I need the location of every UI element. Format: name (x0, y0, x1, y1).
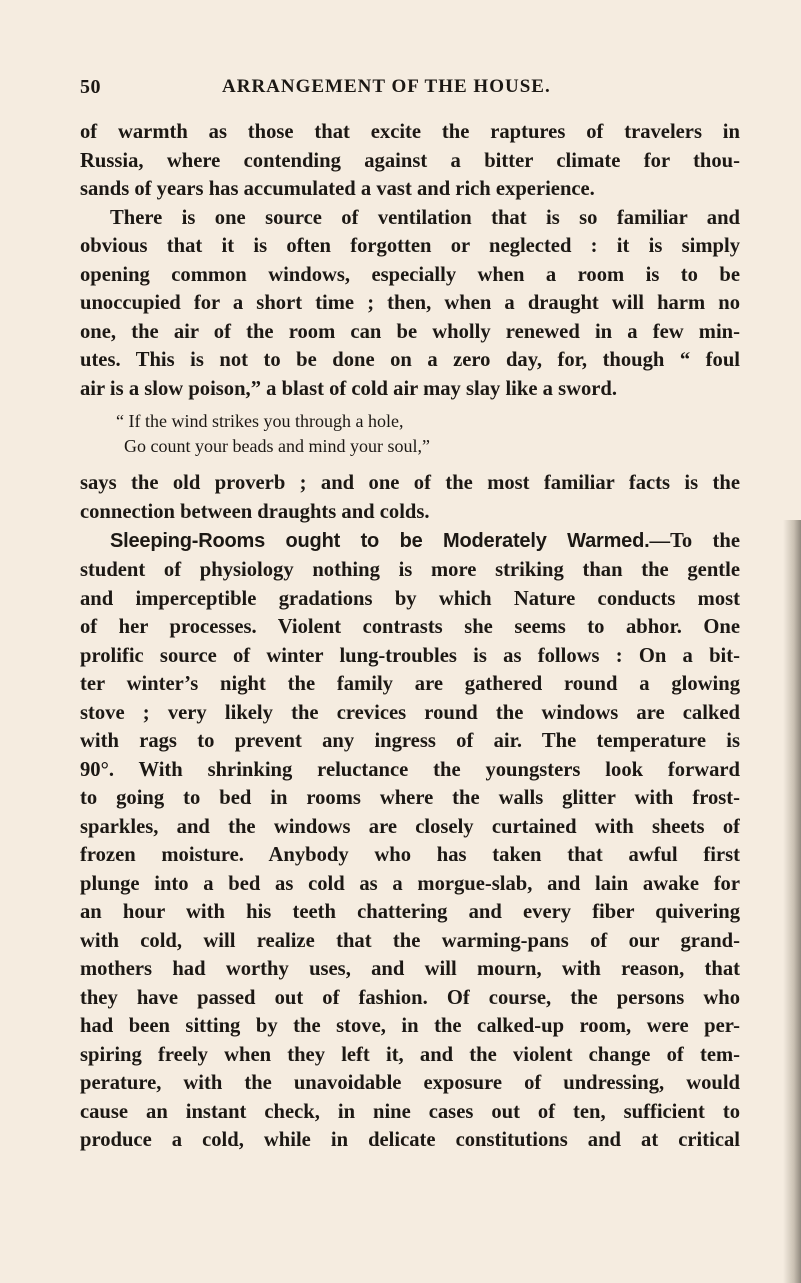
section-heading-tail: —To the (649, 530, 740, 552)
proverb-verse (80, 403, 740, 469)
text-line: spiring freely when they left it, and the violent change of tem- (80, 1043, 740, 1066)
text-line: plunge into a bed as cold as a morgue-slab, and lain awake for (80, 872, 740, 895)
text-line: obvious that it is often forgotten or neglected : it is simply (80, 235, 740, 257)
text-line: stove ; very likely the crevices round the windows are calked (80, 701, 740, 724)
page-header (80, 76, 740, 102)
text-line: perature, with the unavoidable exposure of undressing, would (80, 1072, 740, 1094)
text-line: of her processes. Violent contrasts she seems to abhor. One (80, 616, 740, 638)
text-line: with cold, will realize that the warming-pans of our grand- (80, 929, 740, 952)
text-line: sparkles, and the windows are closely curtained with sheets of (80, 815, 740, 838)
text-line: ter winter’s night the family are gathered round a glowing (80, 673, 740, 695)
text-line: mothers had worthy uses, and will mourn, with reason, that (80, 958, 740, 980)
text-line: says the old proverb ; and one of the most familiar facts is the (80, 472, 740, 494)
text-line: opening common windows, especially when a room is to be (80, 263, 740, 286)
text-line: prolific source of winter lung-troubles is as follows : On a bit- (80, 644, 740, 667)
text-line: they have passed out of fashion. Of course, the persons who (80, 986, 740, 1009)
text-line: student of physiology nothing is more striking than the gentle (80, 559, 740, 581)
text-line: with rags to prevent any ingress of air. The temperature is (80, 730, 740, 752)
text-line: 90°. With shrinking reluctance the youngsters look forward (80, 758, 740, 781)
text-line: connection between draughts and colds. (80, 500, 430, 523)
text-line: and imperceptible gradations by which Nature conducts most (80, 587, 740, 610)
text-line: had been sitting by the stove, in the calked-up room, were per- (80, 1015, 740, 1037)
section-heading-line (80, 526, 740, 556)
text-line: frozen moisture. Anybody who has taken that awful first (80, 844, 740, 866)
text-line: produce a cold, while in delicate constitutions and at critical (80, 1129, 740, 1151)
verse-line: “ If the wind strikes you through a hole, (116, 411, 404, 431)
text-line: to going to bed in rooms where the walls glitter with frost- (80, 787, 740, 809)
page-number: 50 (80, 76, 101, 98)
section-heading: Sleeping-Rooms ought to be Moderately Warmed. (110, 530, 650, 552)
text-line: cause an instant check, in nine cases out of ten, sufficient to (80, 1100, 740, 1123)
text-line: Russia, where contending against a bitter climate for thou- (80, 149, 740, 172)
verse-line: Go count your beads and mind your soul,” (124, 436, 430, 456)
text-line: of warmth as those that excite the raptures of travelers in (80, 121, 740, 143)
text-line: utes. This is not to be done on a zero day, for, though “ foul (80, 349, 740, 371)
text-line: one, the air of the room can be wholly renewed in a few min- (80, 320, 740, 343)
body-text (80, 118, 740, 1155)
text-line: There is one source of ventilation that is so familiar and (110, 206, 740, 229)
text-line: sands of years has accumulated a vast and rich experience. (80, 178, 595, 200)
text-line: unoccupied for a short time ; then, when a draught will harm no (80, 292, 740, 314)
text-line: an hour with his teeth chattering and every fiber quivering (80, 901, 740, 923)
running-title: ARRANGEMENT OF THE HOUSE. (222, 76, 551, 97)
text-line: air is a slow poison,” a blast of cold air may slay like a sword. (80, 377, 618, 400)
page-edge-shadow (783, 520, 801, 1283)
